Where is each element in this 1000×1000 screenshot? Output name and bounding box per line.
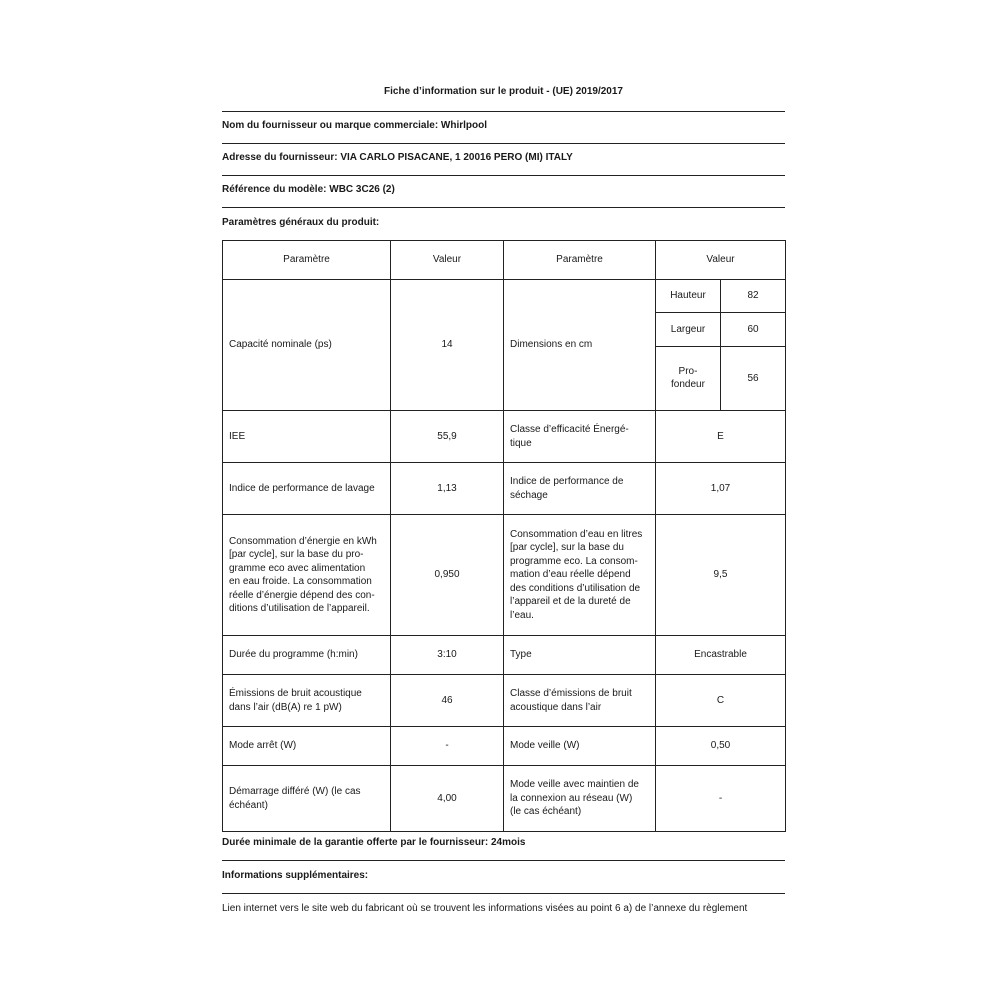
- dimensions-cell: [656, 280, 786, 411]
- divider: [222, 893, 785, 894]
- value-standby-mode: 0,50: [656, 727, 786, 766]
- value-delay-start: 4,00: [391, 766, 504, 832]
- header-valeur: Valeur: [391, 241, 504, 280]
- capacity-label: Capacité nominale (ps): [223, 280, 391, 411]
- table-row: [223, 463, 786, 515]
- depth-label: Pro- fondeur: [656, 346, 721, 410]
- value-type: Encastrable: [656, 636, 786, 675]
- table-row: [223, 280, 786, 411]
- model-reference: Référence du modèle: WBC 3C26 (2): [222, 184, 395, 195]
- height-label: Hauteur: [656, 280, 721, 313]
- param-networked-standby: Mode veille avec maintien de la connexion au réseau (W) (le cas échéant): [504, 766, 656, 832]
- param-program-duration: Durée du programme (h:min): [223, 636, 391, 675]
- param-noise-class: Classe d’émissions de bruit acoustique dans l’air: [504, 675, 656, 727]
- param-noise-emissions: Émissions de bruit acoustique dans l’air (dB(A) re 1 pW): [223, 675, 391, 727]
- param-off-mode: Mode arrêt (W): [223, 727, 391, 766]
- header-parametre: Paramètre: [504, 241, 656, 280]
- capacity-value: 14: [391, 280, 504, 411]
- value-networked-standby: -: [656, 766, 786, 832]
- header-parametre: Paramètre: [223, 241, 391, 280]
- value-noise-emissions: 46: [391, 675, 504, 727]
- param-washing-index: Indice de performance de lavage: [223, 463, 391, 515]
- divider: [222, 175, 785, 176]
- divider: [222, 207, 785, 208]
- value-energy-consumption: 0,950: [391, 515, 504, 636]
- depth-value: 56: [747, 372, 759, 384]
- param-energy-consumption: Consommation d’énergie en kWh [par cycle], sur la base du pro- gramme eco avec alimentation en eau froide. La consommation réelle d’énergie dépend des con- ditions d’utilisation de l’appareil.: [223, 515, 391, 636]
- value-off-mode: -: [391, 727, 504, 766]
- table-header-row: [223, 241, 786, 280]
- value-washing-index: 1,13: [391, 463, 504, 515]
- dimensions-label: Dimensions en cm: [504, 280, 656, 411]
- manufacturer-link-text: Lien internet vers le site web du fabricant où se trouvent les informations visées au point 6 a) de l’annexe du règlement: [222, 903, 748, 914]
- divider: [222, 143, 785, 144]
- additional-info-heading: Informations supplémentaires:: [222, 870, 369, 881]
- value-energy-class: E: [656, 411, 786, 463]
- param-drying-index: Indice de performance de séchage: [504, 463, 656, 515]
- supplier-address: Adresse du fournisseur: VIA CARLO PISACANE, 1 20016 PERO (MI) ITALY: [222, 152, 573, 163]
- value-drying-index: 1,07: [656, 463, 786, 515]
- value-program-duration: 3:10: [391, 636, 504, 675]
- param-delay-start: Démarrage différé (W) (le cas échéant): [223, 766, 391, 832]
- supplier-name: Nom du fournisseur ou marque commerciale: Whirlpool: [222, 120, 488, 131]
- warranty-duration: Durée minimale de la garantie offerte par le fournisseur: 24mois: [222, 837, 526, 848]
- value-water-consumption: 9,5: [656, 515, 786, 636]
- value-noise-class: C: [656, 675, 786, 727]
- width-value: 60: [721, 313, 786, 347]
- table-row: [223, 675, 786, 727]
- param-type: Type: [504, 636, 656, 675]
- general-parameters-heading: Paramètres généraux du produit:: [222, 217, 380, 228]
- param-water-consumption: Consommation d’eau en litres [par cycle], sur la base du programme eco. La consom- mation d’eau réelle dépend des conditions d’utilisation de l’appareil et de la dureté de l’eau.: [504, 515, 656, 636]
- header-valeur: Valeur: [656, 241, 786, 280]
- table-row: [223, 766, 786, 832]
- parameters-table: [222, 240, 786, 832]
- divider: [222, 860, 785, 861]
- table-row: [223, 636, 786, 675]
- value-iee: 55,9: [391, 411, 504, 463]
- height-value: 82: [721, 280, 786, 313]
- divider: [222, 111, 785, 112]
- param-standby-mode: Mode veille (W): [504, 727, 656, 766]
- param-iee: IEE: [223, 411, 391, 463]
- table-row: [223, 411, 786, 463]
- param-energy-class: Classe d’efficacité Énergé- tique: [504, 411, 656, 463]
- document-title: Fiche d’information sur le produit - (UE) 2019/2017: [384, 86, 623, 97]
- table-row: [223, 727, 786, 766]
- table-row: [223, 515, 786, 636]
- width-label: Largeur: [656, 313, 721, 347]
